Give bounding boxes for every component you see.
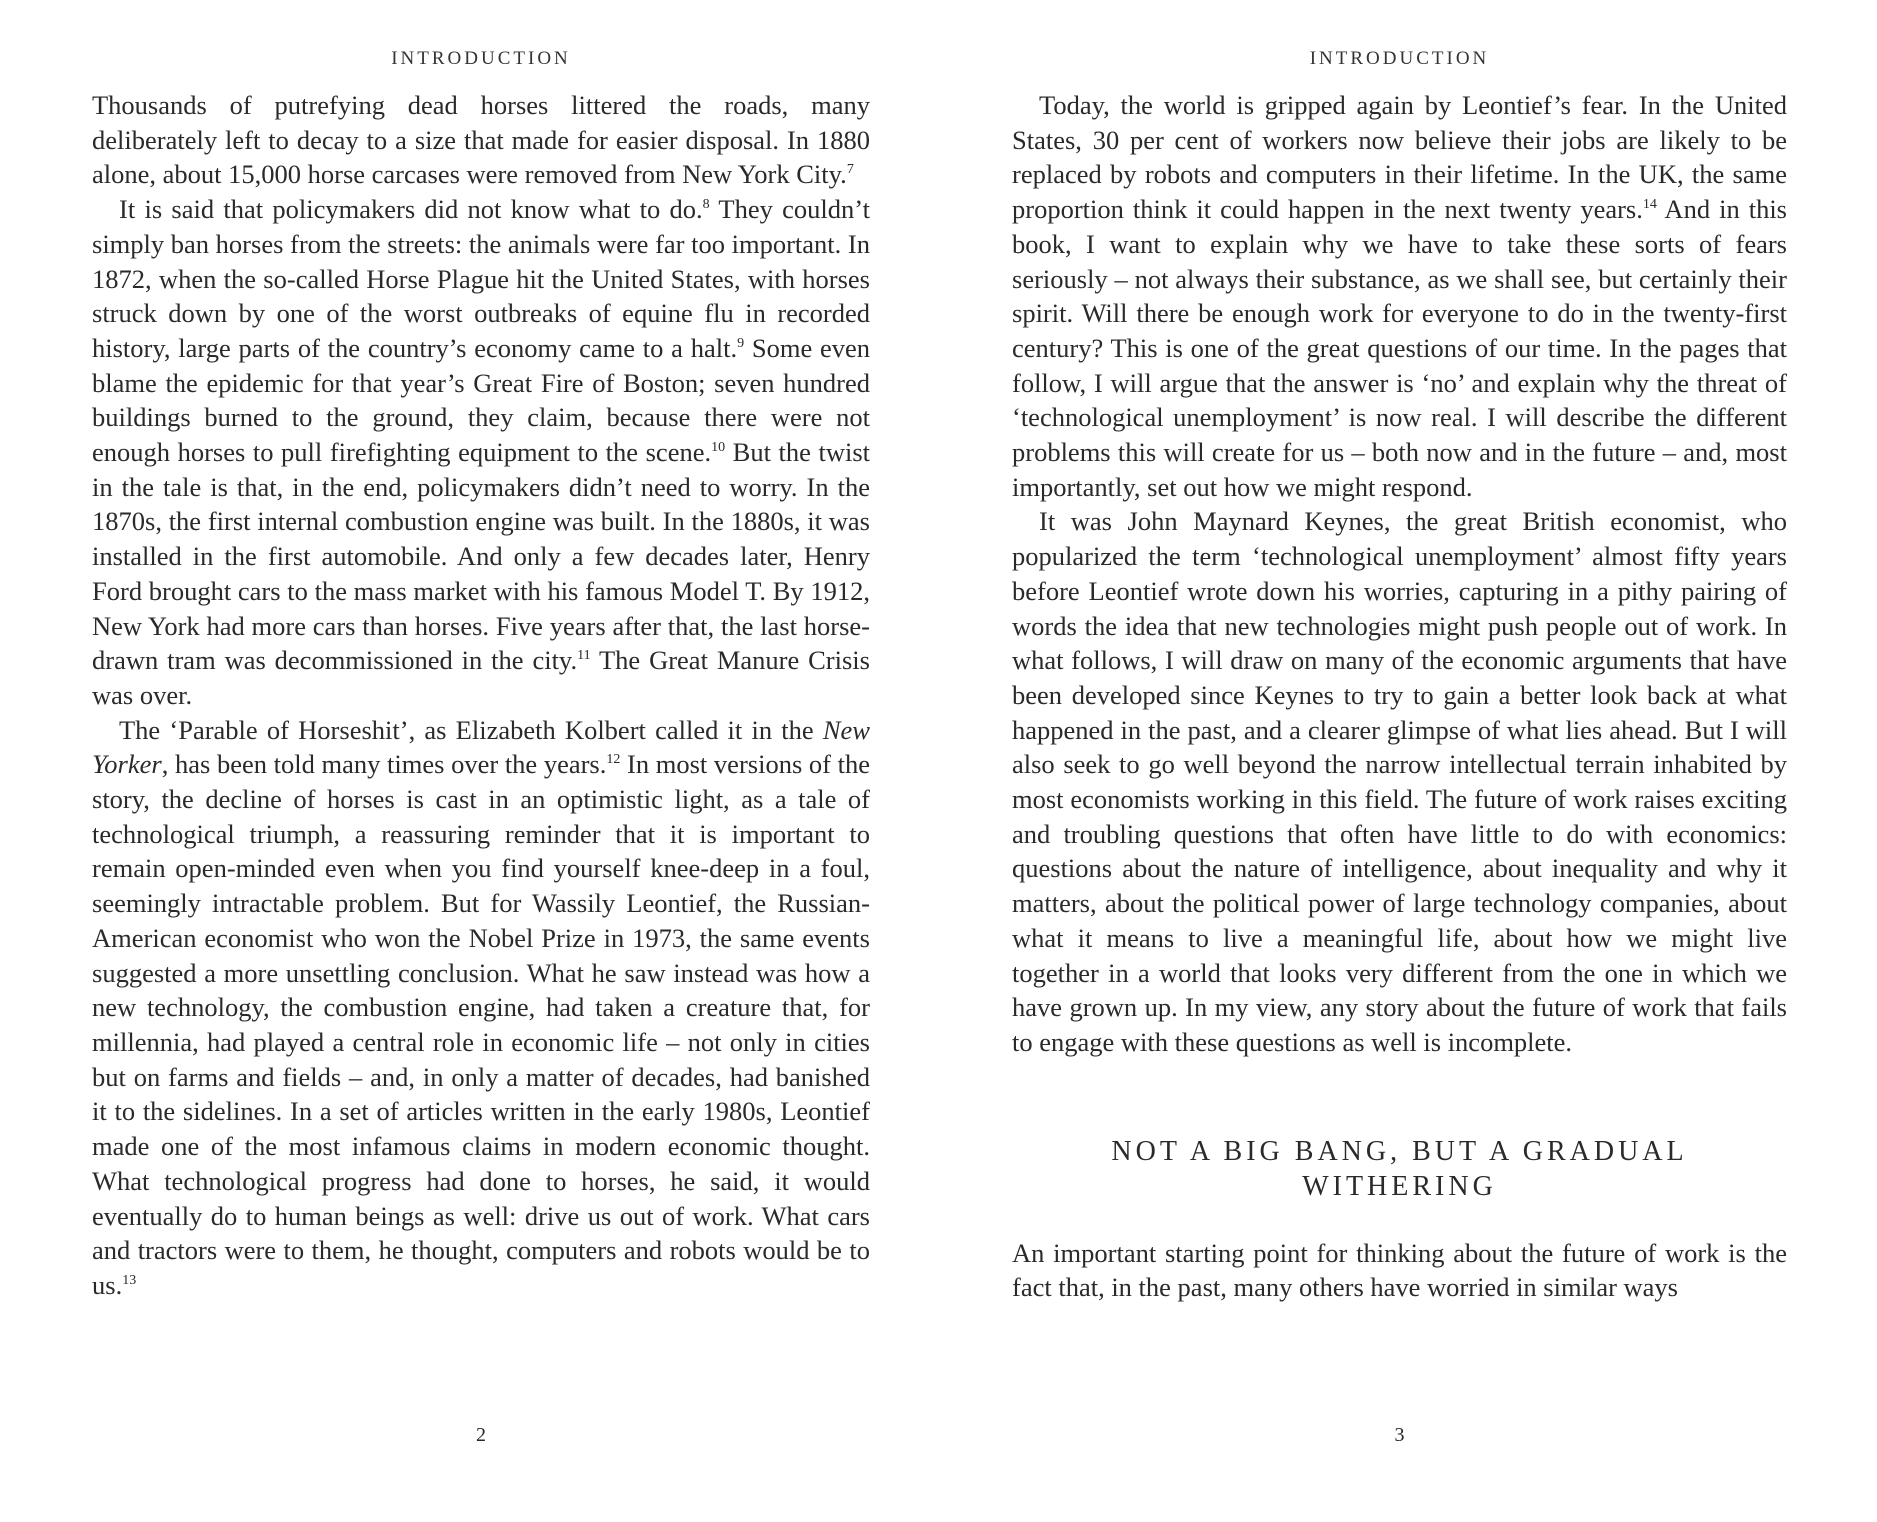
- page-number: 3: [1394, 1424, 1405, 1446]
- paragraph: The ‘Parable of Horseshit’, as Elizabeth Kolbert called it in the New Yorker, has been told many times over the years.$^{12}$ In most versions of the story, the decline of horses is cast in an optimistic light, as a tale of technological triumph, a reassuring reminder that it is important to remain open-minded even when you find yourself knee-deep in a foul, seemingly intractable problem. But for Wassily Leontief, the Russian-American economist who won the Nobel Prize in 1973, the same events suggested a more unsettling conclusion. What he saw instead was how a new technology, the combustion engine, had taken a creature that, for millennia, had played a central role in economic life – not only in cities but on farms and fields – and, in only a matter of decades, had banished it to the sidelines. In a set of articles written in the early 1980s, Leontief made one of the most infamous claims in modern economic thought. What technological progress had done to horses, he said, it would eventually do to human beings as well: drive us out of work. What cars and tractors were to them, he thought, computers and robots would be to us.$^{13}$: [92, 714, 870, 1300]
- page-body: [1012, 88, 1787, 1305]
- running-head: INTRODUCTION: [1309, 48, 1490, 69]
- paragraph: It was John Maynard Keynes, the great British economist, who popularized the term ‘technological unemployment’ almost fifty years before Leontief wrote down his worries, capturing in a pithy pairing of words the idea that new technologies might push people out of work. In what follows, I will draw on many of the economic arguments that have been developed since Keynes to try to gain a better look back at what happened in the past, and a clearer glimpse of what lies ahead. But I will also seek to go well beyond the narrow intellectual terrain inhabited by most economists working in this field. The future of work raises exciting and troubling questions that often have little to do with economics: questions about the nature of intelligence, about inequality and why it matters, about the political power of large technology companies, about what it means to live a meaningful life, about how we might live together in a world that looks very different from the one in which we have grown up. In my view, any story about the future of work that fails to engage with these questions as well is incomplete.: [1012, 506, 1787, 1057]
- left-page: [92, 0, 870, 1522]
- page-body: [92, 88, 870, 1303]
- footnote-ref: 9: [737, 335, 745, 351]
- paragraph: Thousands of putrefying dead horses littered the roads, many deliberately left to decay to a size that made for easier disposal. In 1880 alone, about 15,000 horse carcases were removed from New York City.$^7$: [92, 90, 870, 190]
- paragraph: Today, the world is gripped again by Leontief’s fear. In the United States, 30 per cent of workers now believe their jobs are likely to be replaced by robots and computers in their lifetime. In the UK, the same proportion think it could happen in the next twenty years.$^{14}$ And in this book, I want to explain why we have to take these sorts of fears seriously – not always their substance, as we shall see, but certainly their spirit. Will there be enough work for everyone to do in the twenty-first century? This is one of the great questions of our time. In the pages that follow, I will argue that the answer is ‘no’ and explain why the threat of ‘technological unemployment’ is now real. I will describe the different problems this will create for us – both now and in the future – and, most importantly, set out how we might respond.: [1012, 90, 1787, 502]
- footnote-ref: 11: [577, 648, 591, 664]
- footnote-ref: 14: [1642, 197, 1657, 213]
- footnote-ref: 10: [711, 440, 726, 456]
- page-number: 2: [476, 1424, 486, 1446]
- section-heading: NOT A BIG BANG, BUT A GRADUAL WITHERING: [1111, 1135, 1688, 1202]
- footnote-ref: 12: [606, 752, 621, 768]
- footnote-ref: 13: [122, 1272, 137, 1288]
- right-page: [1012, 0, 1787, 1522]
- running-head: INTRODUCTION: [391, 48, 571, 69]
- paragraph: It is said that policymakers did not know what to do.$^8$ They couldn’t simply ban horses from the streets: the animals were far too important. In 1872, when the so-called Horse Plague hit the United States, with horses struck down by one of the worst outbreaks of equine flu in recorded history, large parts of the country’s economy came to a halt.$^9$ Some even blame the epidemic for that year’s Great Fire of Boston; seven hundred buildings burned to the ground, they claim, because there were not enough horses to pull firefighting equipment to the scene.$^{10}$ But the twist in the tale is that, in the end, policymakers didn’t need to worry. In the 1870s, the first internal combustion engine was built. In the 1880s, it was installed in the first automobile. And only a few decades later, Henry Ford brought cars to the mass market with his famous Model T. By 1912, New York had more cars than horses. Five years after that, the last horse-drawn tram was decommissioned in the city.$^{11}$ The Great Manure Crisis was over.: [92, 194, 871, 710]
- publication-title: New Yorker: [92, 714, 870, 780]
- footnote-ref: 7: [846, 162, 854, 178]
- footnote-ref: 8: [702, 197, 710, 213]
- paragraph: An important starting point for thinking about the future of work is the fact that, in the past, many others have worried in similar ways: [1012, 1237, 1787, 1303]
